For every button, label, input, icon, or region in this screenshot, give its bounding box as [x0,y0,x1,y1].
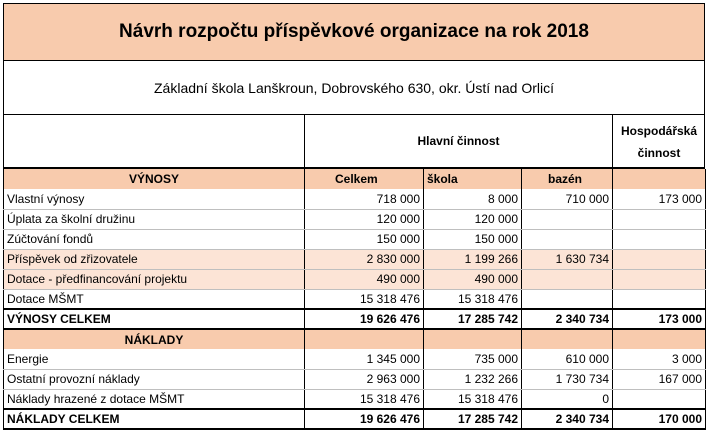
costs-section-header [4,329,706,349]
cell-total: 718 000 [305,189,424,209]
row-label: Dotace - předfinancování projektu [4,269,305,289]
cell-economic [613,269,706,289]
cell-total: 490 000 [305,269,424,289]
budget-table [3,169,706,430]
cell-pool [522,229,613,249]
cell-economic [613,229,706,249]
cell-pool: 0 [522,389,613,409]
economic-activity-header-line2: činnost [637,146,681,160]
cell-school: 150 000 [424,229,522,249]
row-label: VÝNOSY CELKEM [4,309,305,329]
cell-total: 15 318 476 [305,389,424,409]
cell-pool: 1 630 734 [522,249,613,269]
cell-total: 1 345 000 [305,349,424,369]
table-row [4,269,706,289]
cell-school: 17 285 742 [424,409,522,429]
section-label: NÁKLADY [4,329,305,349]
organization-subtitle: Základní škola Lanškroun, Dobrovského 630, okr. Ústí nad Orlicí [3,61,705,115]
cell-economic: 173 000 [613,189,706,209]
row-label: Energie [4,349,305,369]
row-label: Náklady hrazené z dotace MŠMT [4,389,305,409]
revenue-total-row [4,309,706,329]
cell-economic [613,389,706,409]
row-label: Úplata za školní družinu [4,209,305,229]
economic-activity-header-line1: Hospodářská [620,124,698,138]
cell-pool [522,209,613,229]
row-label: Ostatní provozní náklady [4,369,305,389]
column-header-total: Celkem [305,169,424,189]
cell-school: 1 232 266 [424,369,522,389]
column-header-block [3,115,705,169]
cell-school: 15 318 476 [424,289,522,309]
cell-pool: 1 730 734 [522,369,613,389]
cell-economic [613,249,706,269]
column-header-pool: bazén [522,169,613,189]
section-label: VÝNOSY [4,169,305,189]
cell-pool [522,289,613,309]
cell-total: 120 000 [305,209,424,229]
costs-total-row [4,409,706,429]
cell-pool: 610 000 [522,349,613,369]
cell-total: 150 000 [305,229,424,249]
cell-economic [613,289,706,309]
cell-school: 1 199 266 [424,249,522,269]
cell-school: 17 285 742 [424,309,522,329]
cell-pool [522,269,613,289]
table-row [4,249,706,269]
table-row [4,229,706,249]
cell-economic: 170 000 [613,409,706,429]
table-row [4,189,706,209]
cell-school: 490 000 [424,269,522,289]
row-label: Dotace MŠMT [4,289,305,309]
cell-pool: 2 340 734 [522,309,613,329]
table-row [4,289,706,309]
cell-economic [613,209,706,229]
cell-pool: 710 000 [522,189,613,209]
row-label: Příspěvek od zřizovatele [4,249,305,269]
cell-total: 19 626 476 [305,309,424,329]
revenue-section-header [4,169,706,189]
row-label: NÁKLADY CELKEM [4,409,305,429]
column-header-school: škola [424,169,522,189]
main-activity-header: Hlavní činnost [417,134,500,148]
row-label: Vlastní výnosy [4,189,305,209]
cell-school: 735 000 [424,349,522,369]
column-header-economic [613,169,706,189]
cell-economic: 173 000 [613,309,706,329]
cell-economic: 3 000 [613,349,706,369]
cell-school: 120 000 [424,209,522,229]
table-row [4,209,706,229]
cell-economic: 167 000 [613,369,706,389]
cell-school: 15 318 476 [424,389,522,409]
page-title: Návrh rozpočtu příspěvkové organizace na rok 2018 [3,3,705,61]
table-row [4,349,706,369]
table-row [4,389,706,409]
table-row [4,369,706,389]
cell-total: 19 626 476 [305,409,424,429]
cell-total: 2 830 000 [305,249,424,269]
row-label: Zúčtování fondů [4,229,305,249]
cell-school: 8 000 [424,189,522,209]
cell-total: 2 963 000 [305,369,424,389]
cell-pool: 2 340 734 [522,409,613,429]
cell-total: 15 318 476 [305,289,424,309]
